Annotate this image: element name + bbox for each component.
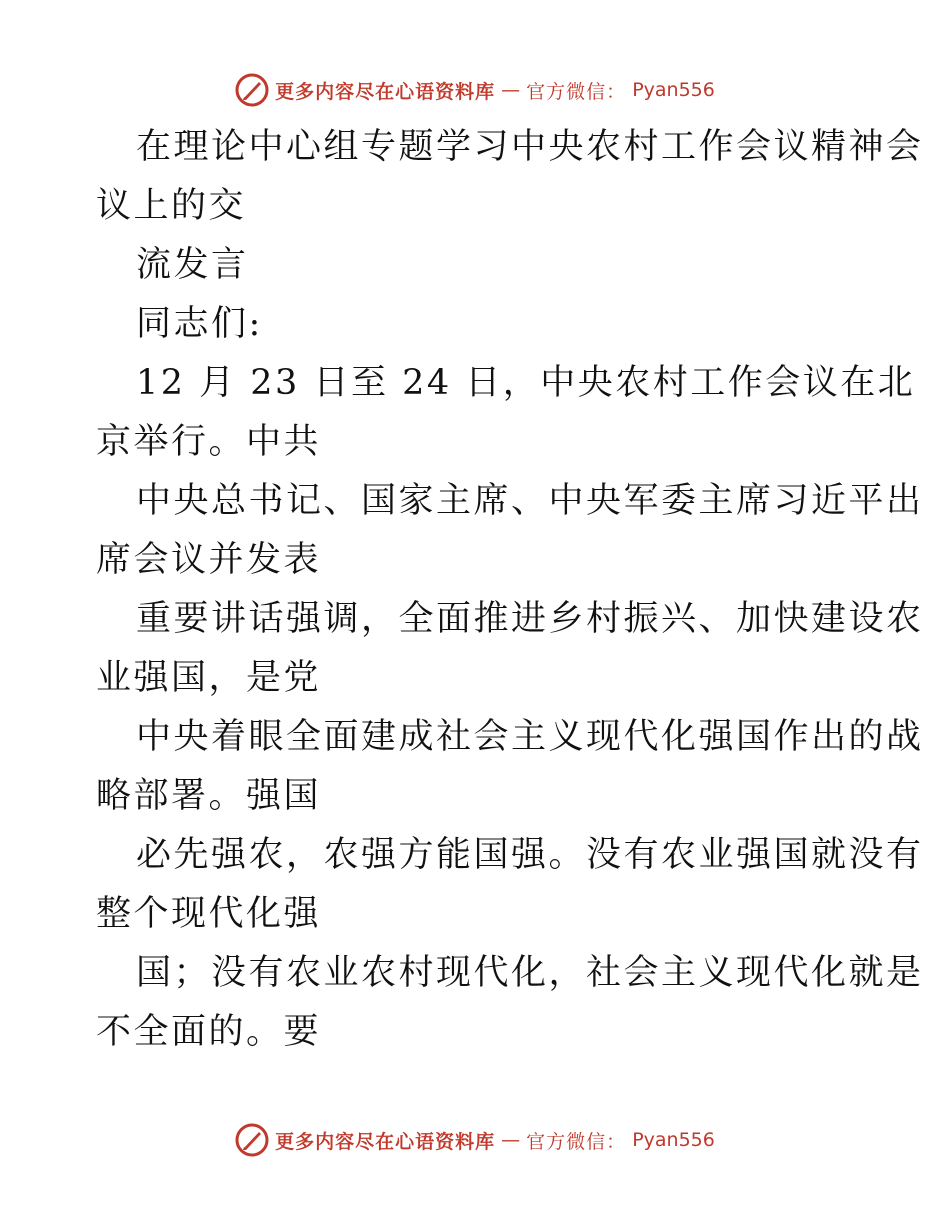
title-line-1: 在理论中心组专题学习中央农村工作会议精神会 xyxy=(136,127,924,167)
salutation: 同志们: xyxy=(136,304,263,344)
watermark-wechat-id: Pyan556 xyxy=(632,79,715,101)
watermark-separator: — xyxy=(501,1129,521,1151)
paragraph-line: 整个现代化强 xyxy=(96,894,322,934)
watermark-wechat-id: Pyan556 xyxy=(632,1129,715,1151)
paragraph-line: 业强国，是党 xyxy=(96,658,322,698)
watermark-main-text: 更多内容尽在心语资料库 xyxy=(275,80,496,103)
paragraph-line: 中央着眼全面建成社会主义现代化强国作出的战 xyxy=(136,717,924,757)
quill-logo-icon xyxy=(235,73,269,107)
watermark-separator: — xyxy=(501,79,521,101)
paragraph-line: 席会议并发表 xyxy=(96,540,322,580)
watermark-wechat-label: 官方微信： xyxy=(526,80,627,103)
paragraph-line: 京举行。中共 xyxy=(96,422,322,462)
title-line-3: 流发言 xyxy=(136,245,249,285)
watermark-wechat-label: 官方微信： xyxy=(526,1130,627,1153)
paragraph-line: 略部署。强国 xyxy=(96,776,322,816)
footer-watermark xyxy=(0,1120,950,1160)
quill-logo-icon xyxy=(235,1123,269,1157)
paragraph-line: 中央总书记、国家主席、中央军委主席习近平出 xyxy=(136,481,924,521)
paragraph-line: 不全面的。要 xyxy=(96,1012,322,1052)
paragraph-line: 国；没有农业农村现代化，社会主义现代化就是 xyxy=(136,953,924,993)
document-body xyxy=(96,118,924,1062)
paragraph-line: 必先强农，农强方能国强。没有农业强国就没有 xyxy=(136,835,924,875)
watermark-main-text: 更多内容尽在心语资料库 xyxy=(275,1130,496,1153)
title-line-2: 议上的交 xyxy=(96,186,247,226)
paragraph-line: 12 月 23 日至 24 日，中央农村工作会议在北 xyxy=(136,363,916,403)
header-watermark xyxy=(0,70,950,110)
paragraph-line: 重要讲话强调，全面推进乡村振兴、加快建设农 xyxy=(136,599,924,639)
